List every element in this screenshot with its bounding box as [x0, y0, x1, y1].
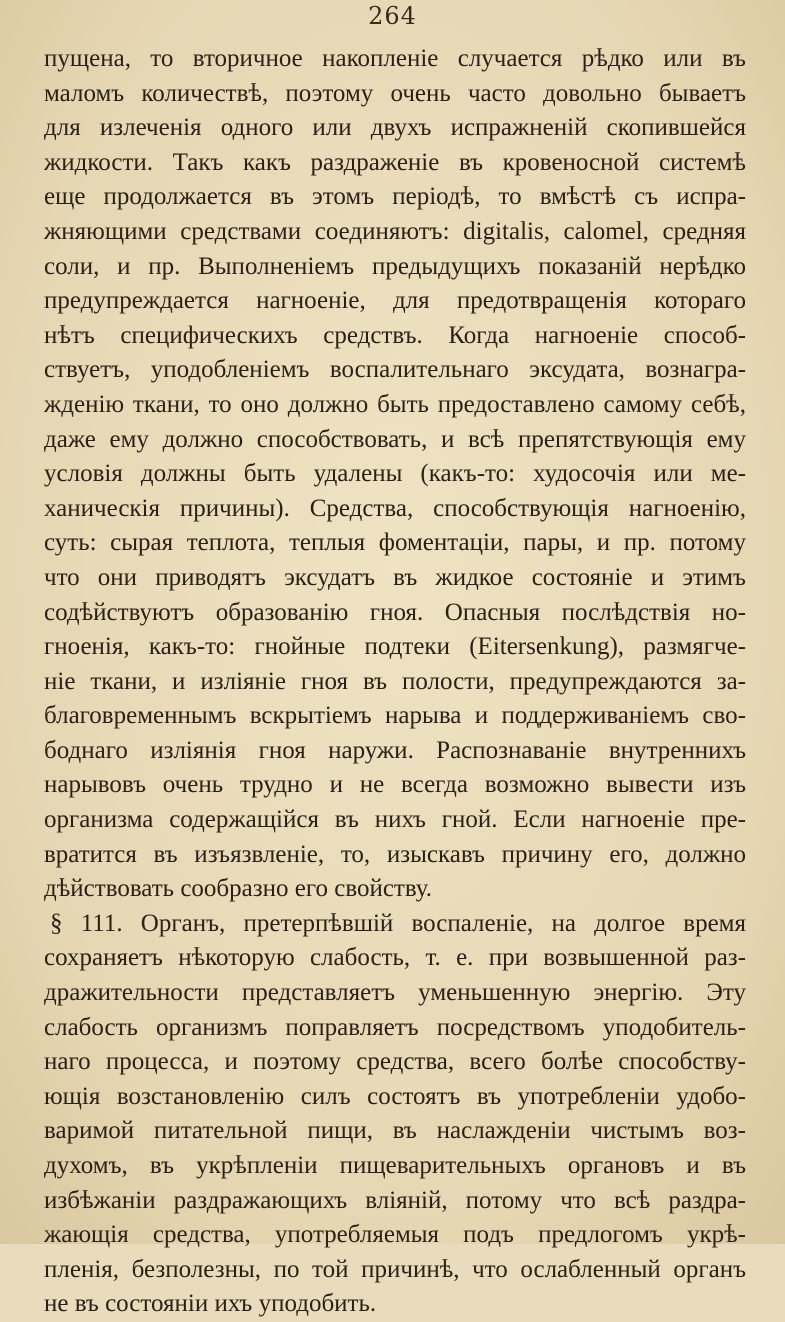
text-line: маломъ количествѣ, поэтому очень часто довольно бываетъ	[44, 79, 746, 107]
text-line: пленія, безполезны, по той причинѣ, что ослабленный органъ	[44, 1255, 746, 1283]
text-line: организма содержащійся въ нихъ гной. Если нагноеніе пре-	[44, 806, 746, 834]
text-line: жающія средства, употребляемыя подъ предлогомъ укрѣ-	[44, 1221, 746, 1249]
text-line: ніе ткани, и изліяніе гноя въ полости, предупреждаются за-	[44, 667, 746, 695]
text-line: условія должны быть удалены (какъ-то: худосочія или ме-	[44, 460, 746, 488]
paragraph	[44, 42, 746, 907]
text-line: дражительности представляетъ уменьшенную энергію. Эту	[44, 979, 746, 1007]
text-line: вратится въ изъязвленіе, то, изыскавъ причину его, должно	[44, 840, 746, 868]
text-line: жидкости. Такъ какъ раздраженіе въ кровеносной системѣ	[44, 148, 746, 176]
text-line: еще продолжается въ этомъ періодѣ, то вмѣстѣ съ испра-	[44, 183, 746, 211]
text-line: слабость организмъ поправляетъ посредствомъ уподобитель-	[44, 1013, 746, 1041]
text-line: что они приводятъ эксудатъ въ жидкое состояніе и этимъ	[44, 563, 746, 591]
paragraph	[44, 907, 746, 1322]
text-line: дѣйствовать сообразно его свойству.	[44, 875, 433, 903]
text-line: не въ состояніи ихъ уподобить.	[44, 1290, 377, 1318]
text-line: соли, и пр. Выполненіемъ предыдущихъ показаній нерѣдко	[44, 252, 746, 280]
text-line: содѣйствуютъ образованію гноя. Опасныя послѣдствія но-	[44, 598, 746, 626]
text-line: варимой питательной пищи, въ наслажденіи чистымъ воз-	[44, 1117, 746, 1145]
text-line: сохраняетъ нѣкоторую слабость, т. е. при возвышенной раз-	[44, 944, 746, 972]
text-line: избѣжаніи раздражающихъ вліяній, потому что всѣ раздра-	[44, 1186, 746, 1214]
text-line: предупреждается нагноеніе, для предотвращенія котораго	[44, 287, 746, 315]
text-block	[44, 42, 746, 1322]
text-line: для излеченія одного или двухъ испражненій скопившейся	[44, 114, 746, 142]
text-line: жняющими средствами соединяютъ: digitalis, calomel, средняя	[44, 217, 746, 245]
text-line: нарывовъ очень трудно и не всегда возможно вывести изъ	[44, 771, 746, 799]
text-line: гноенія, какъ-то: гнойные подтеки (Eitersenkung), размягче-	[44, 633, 746, 661]
text-line: суть: сырая теплота, теплыя фоментаціи, пары, и пр. потому	[44, 529, 746, 557]
section-heading-line: § 111. Органъ, претерпѣвшій воспаленіе, на долгое время	[50, 909, 746, 937]
text-line: ющія возстановленію силъ состоятъ въ употребленіи удобо-	[44, 1082, 746, 1110]
text-line: нѣтъ специфическихъ средствъ. Когда нагноеніе способ-	[44, 321, 746, 349]
text-line: ханическія причины). Средства, способствующія нагноенію,	[44, 494, 746, 522]
text-line: боднаго изліянія гноя наружи. Распознаваніе внутреннихъ	[44, 736, 746, 764]
text-line: пущена, то вторичное накопленіе случается рѣдко или въ	[44, 45, 746, 72]
text-line: духомъ, въ укрѣпленіи пищеварительныхъ органовъ и въ	[44, 1152, 746, 1179]
page-number: 264	[368, 2, 417, 30]
text-line: ствуетъ, уподобленіемъ воспалительнаго эксудата, вознагра-	[44, 356, 746, 384]
text-line: наго процесса, и поэтому средства, всего болѣе способству-	[44, 1048, 746, 1076]
text-line: даже ему должно способствовать, и всѣ препятствующія ему	[44, 425, 746, 453]
text-line: жденію ткани, то оно должно быть предоставлено самому себѣ,	[44, 390, 746, 418]
text-line: благовременнымъ вскрытіемъ нарыва и поддерживаніемъ сво-	[44, 702, 746, 730]
